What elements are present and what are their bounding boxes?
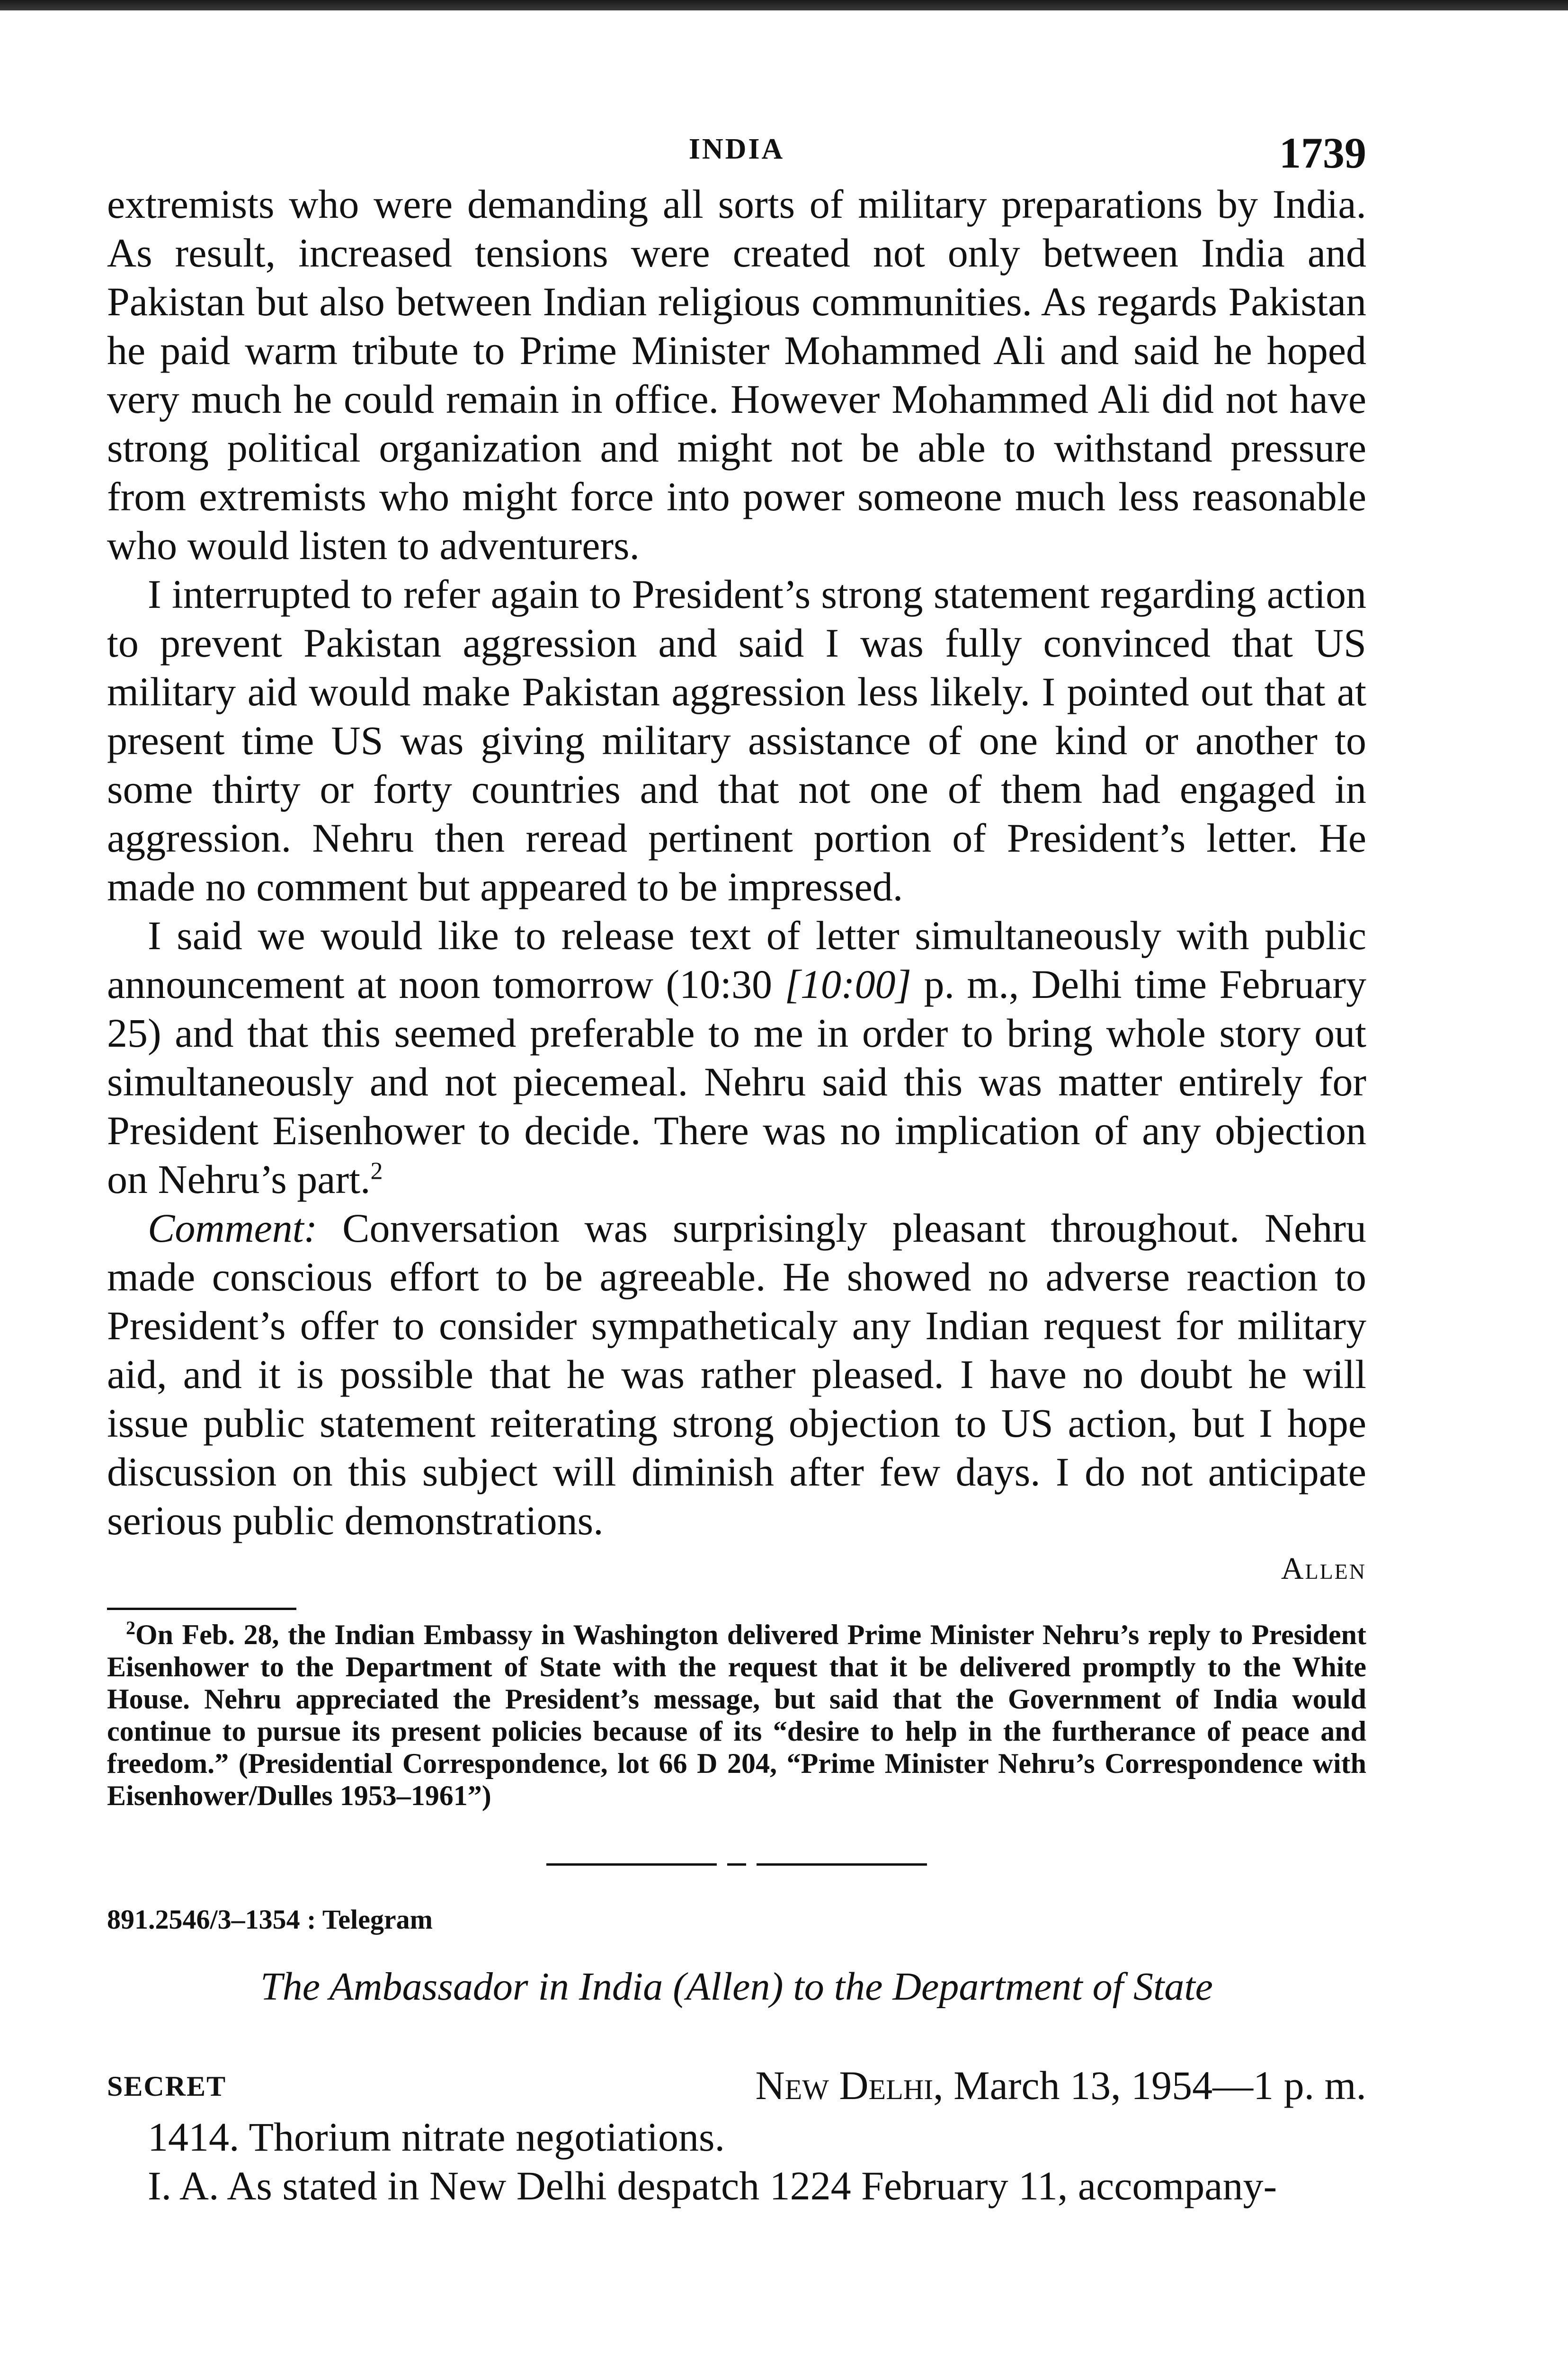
body-paragraph-1: extremists who were demanding all sorts of military preparations by India. As result, increased tensions were created not only between India and Pakistan but also between Indian religious communities. As regards Pakistan he paid warm tribute to Prime Minister Mohammed Ali and said he hoped very much he could remain in office. However Mohammed Ali did not have strong political organization and might not be able to withstand pressure from extremists who might force into power someone much less reasonable who would listen to adventurers. bbox=[107, 181, 1366, 568]
separator-segment bbox=[546, 1863, 717, 1866]
telegram-line-2: I. A. As stated in New Delhi despatch 1224 February 11, accompany- bbox=[148, 2163, 1277, 2208]
comment-label: Comment: bbox=[148, 1205, 318, 1251]
document-title: The Ambassador in India (Allen) to the Department of State bbox=[260, 1965, 1213, 2009]
telegram-line-1: 1414. Thorium nitrate negotiations. bbox=[148, 2114, 725, 2160]
separator-segment bbox=[757, 1863, 927, 1866]
comment-text: Conversation was surprisingly pleasant throughout. Nehru made conscious effort to be agreeable. He showed no adverse reaction to President’s offer to consider sympatheticaly any Indian request for military aid, and it is possible that he was rather pleased. I have no doubt he will issue public statement reiterating strong objection to US action, but I hope discussion on this subject will diminish after few days. I do not anticipate serious public demonstrations. bbox=[107, 1205, 1366, 1543]
page-top-edge bbox=[0, 0, 1568, 10]
running-head-title: INDIA bbox=[688, 133, 785, 165]
file-reference: 891.2546/3–1354 : Telegram bbox=[107, 1904, 433, 1935]
footnote-marker: 2 bbox=[126, 1617, 135, 1638]
classification-label: SECRET bbox=[107, 2071, 227, 2102]
footnote-reference[interactable]: 2 bbox=[370, 1157, 383, 1185]
place: New Delhi, bbox=[755, 2063, 944, 2108]
body-paragraph-2: I interrupted to refer again to President’s strong statement regarding action to prevent Pakistan aggression and said I was fully convinced that US military aid would make Pakistan aggression less likely. I pointed out that at present time US was giving military assistance of one kind or another to some thirty or forty countries and that not one of them had engaged in aggression. Nehru then reread pertinent portion of President’s letter. He made no comment but appeared to be impressed. bbox=[107, 571, 1366, 909]
date: March 13, 1954—1 p. m. bbox=[943, 2063, 1366, 2108]
dateline bbox=[107, 2062, 1366, 2109]
running-head bbox=[107, 128, 1366, 180]
editorial-time-correction: [10:00] bbox=[784, 961, 912, 1007]
paragraph-3-text-end: p. m., Delhi time February 25) and that this seemed preferable to me in order to bring whole story out simultaneously and not piecemeal. Nehru said this was matter entirely for President Eisenhower to decide. There was no implication of any objection on Nehru’s part. bbox=[107, 961, 1366, 1202]
body-paragraph-3 bbox=[107, 911, 1366, 1204]
footnote-divider bbox=[107, 1608, 296, 1610]
document-page bbox=[107, 128, 1366, 2210]
comment-paragraph bbox=[107, 1204, 1366, 1545]
footnote-text: On Feb. 28, the Indian Embassy in Washington delivered Prime Minister Nehru’s reply to President Eisenhower to the Department of State with the request that it be delivered promptly to the White House. Nehru appreciated the President’s message, but said that the Government of India would continue to pursue its present policies because of its “desire to help in the furtherance of peace and freedom.” (Presidential Correspondence, lot 66 D 204, “Prime Minister Nehru’s Correspondence with Eisenhower/Dulles 1953–1961”) bbox=[107, 1619, 1366, 1811]
separator-segment bbox=[727, 1863, 746, 1866]
paragraph-3-text-start: I said we would like to release text of letter simultaneously with public announcement at noon tomorrow (10:30 bbox=[107, 913, 1366, 1007]
place-and-date bbox=[756, 2062, 1366, 2109]
page-number: 1739 bbox=[1279, 129, 1366, 177]
document-separator bbox=[107, 1862, 1366, 1867]
footnote bbox=[107, 1619, 1366, 1812]
signature: Allen bbox=[1281, 1551, 1366, 1586]
